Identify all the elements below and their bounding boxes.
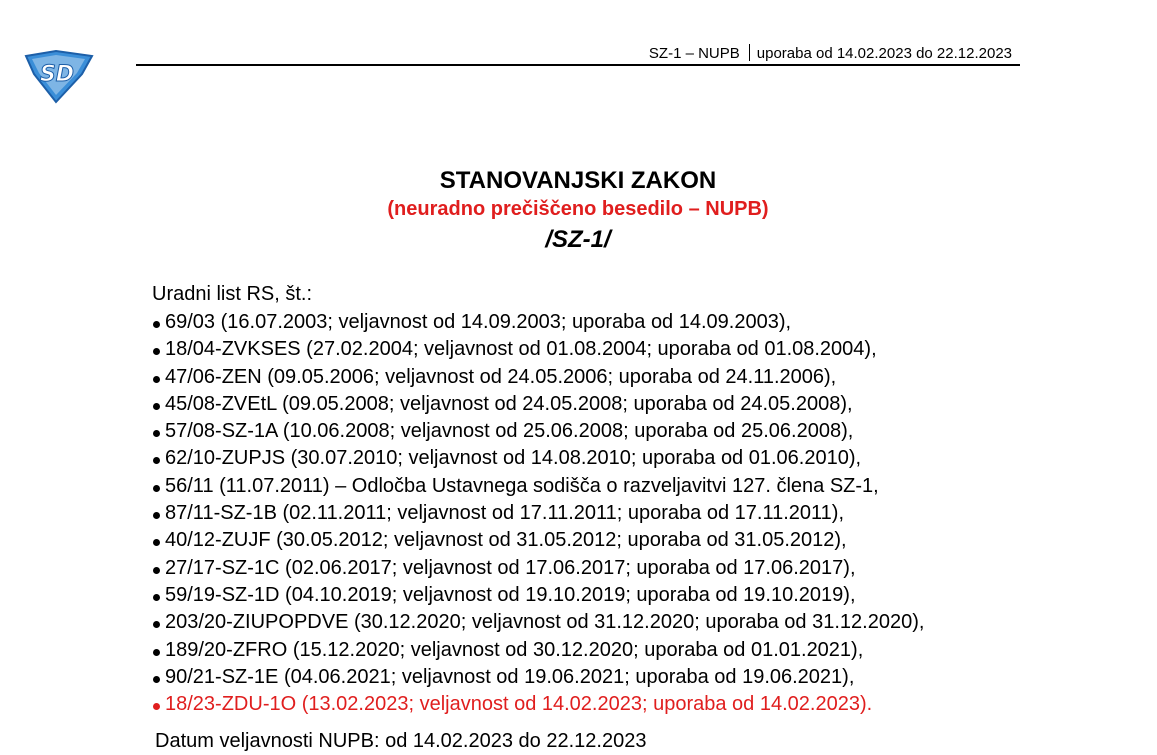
gazette-item [152, 364, 1052, 391]
header-usage-period: uporaba od 14.02.2023 do 22.12.2023 [756, 45, 1012, 62]
gazette-item [152, 609, 1052, 636]
document-title: STANOVANJSKI ZAKON [439, 167, 717, 194]
gazette-item-text: 18/04-ZVKSES (27.02.2004; veljavnost od 01.08.2004; uporaba od 01.08.2004), [165, 338, 877, 361]
gazette-item [152, 555, 1052, 582]
gazette-item-text: 40/12-ZUJF (30.05.2012; veljavnost od 31.05.2012; uporaba od 31.05.2012), [165, 529, 847, 552]
validity-date: Datum veljavnosti NUPB: od 14.02.2023 do 22.12.2023 [155, 730, 647, 752]
gazette-item-text: 18/23-ZDU-1O (13.02.2023; veljavnost od 14.02.2023; uporaba od 14.02.2023). [165, 693, 873, 716]
bullet-icon [153, 512, 160, 519]
header-separator [749, 44, 750, 61]
bullet-icon [153, 321, 160, 328]
gazette-item-text: 62/10-ZUPJS (30.07.2010; veljavnost od 14.08.2010; uporaba od 01.06.2010), [165, 447, 862, 470]
bullet-icon [153, 485, 160, 492]
bullet-icon [153, 594, 160, 601]
gazette-item [152, 473, 1052, 500]
gazette-item [152, 391, 1052, 418]
gazette-section [152, 281, 1052, 718]
gazette-item-text: 203/20-ZIUPOPDVE (30.12.2020; veljavnost od 31.12.2020; uporaba od 31.12.2020), [165, 611, 925, 634]
gazette-item [152, 664, 1052, 691]
gazette-item [152, 336, 1052, 363]
bullet-icon [153, 649, 160, 656]
bullet-icon [153, 676, 160, 683]
gazette-item-text: 69/03 (16.07.2003; veljavnost od 14.09.2003; uporaba od 14.09.2003), [165, 311, 792, 333]
gazette-item [152, 309, 1052, 336]
gazette-item-text: 57/08-SZ-1A (10.06.2008; veljavnost od 25.06.2008; uporaba od 25.06.2008), [165, 420, 854, 443]
bullet-icon [153, 539, 160, 546]
gazette-item [152, 418, 1052, 445]
bullet-icon [153, 348, 160, 355]
gazette-item-text: 59/19-SZ-1D (04.10.2019; veljavnost od 19.10.2019; uporaba od 19.10.2019), [165, 583, 856, 606]
bullet-icon [153, 457, 160, 464]
bullet-icon [153, 430, 160, 437]
gazette-item-text: 47/06-ZEN (09.05.2006; veljavnost od 24.05.2006; uporaba od 24.11.2006), [165, 365, 837, 388]
gazette-item-text: 27/17-SZ-1C (02.06.2017; veljavnost od 17.06.2017; uporaba od 17.06.2017), [165, 556, 856, 579]
header-document-code: SZ-1 – NUPB [648, 45, 740, 62]
bullet-icon [153, 703, 160, 710]
bullet-icon [153, 621, 160, 628]
gazette-item-text: 189/20-ZFRO (15.12.2020; veljavnost od 30.12.2020; uporaba od 01.01.2021), [165, 638, 864, 661]
page-header [136, 44, 1020, 66]
document-abbreviation: /SZ-1/ [545, 226, 611, 253]
gazette-item [152, 445, 1052, 472]
gazette-item [152, 527, 1052, 554]
bullet-icon [153, 567, 160, 574]
gazette-item [152, 637, 1052, 664]
gazette-list [152, 309, 1052, 718]
sd-shield-logo-icon [22, 48, 94, 104]
gazette-item [152, 582, 1052, 609]
gazette-label: Uradni list RS, št.: [152, 283, 313, 305]
svg-text:SD: SD [39, 62, 75, 87]
gazette-item-text: 56/11 (11.07.2011) – Odločba Ustavnega sodišča o razveljavitvi 127. člena SZ-1, [165, 474, 879, 497]
gazette-item-text: 45/08-ZVEtL (09.05.2008; veljavnost od 24.05.2008; uporaba od 24.05.2008), [165, 392, 853, 415]
gazette-item-latest [152, 691, 1052, 718]
gazette-item-text: 90/21-SZ-1E (04.06.2021; veljavnost od 19.06.2021; uporaba od 19.06.2021), [165, 665, 855, 688]
gazette-item [152, 500, 1052, 527]
title-block [136, 165, 1020, 257]
document-subtitle: (neuradno prečiščeno besedilo – NUPB) [387, 198, 769, 220]
gazette-item-text: 87/11-SZ-1B (02.11.2011; veljavnost od 17.11.2011; uporaba od 17.11.2011), [165, 502, 845, 525]
bullet-icon [153, 376, 160, 383]
bullet-icon [153, 403, 160, 410]
